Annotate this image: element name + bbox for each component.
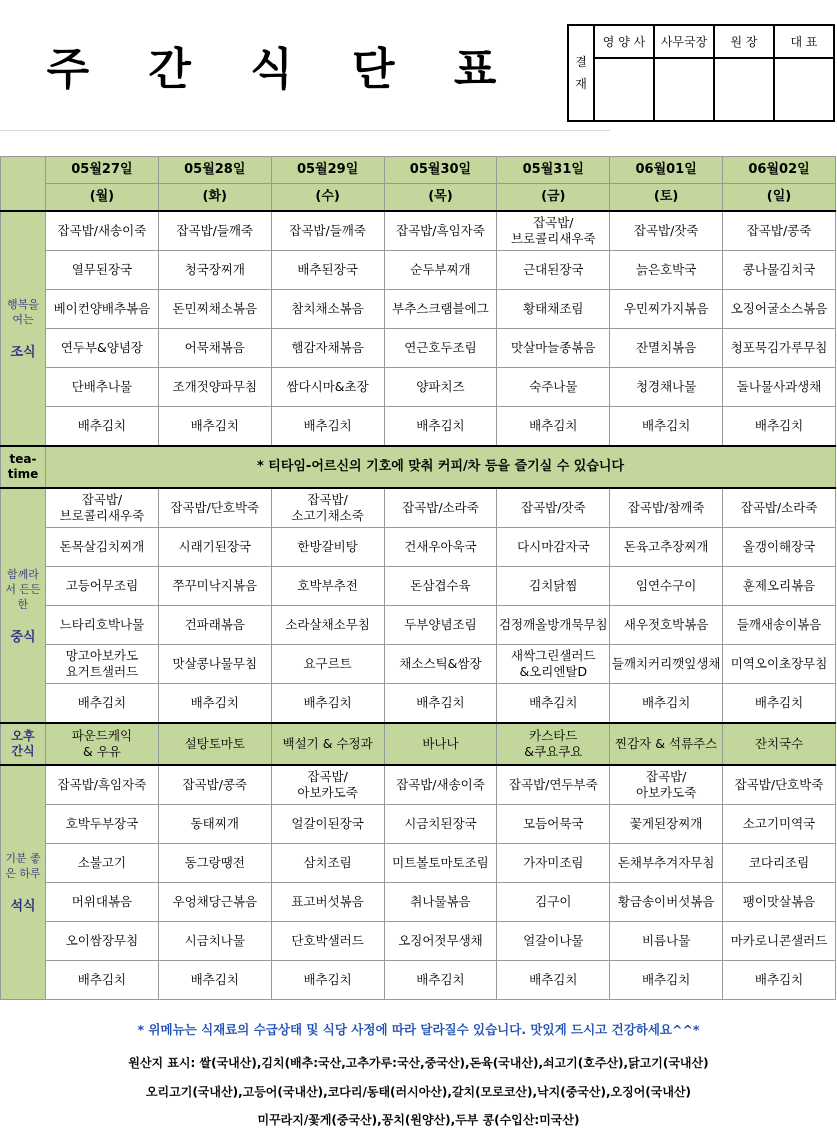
dinner-menu-item: 배추김치 [723, 961, 836, 1000]
snack-item: 백설기 & 수정과 [271, 723, 384, 765]
breakfast-menu-item: 베이컨양배추볶음 [46, 290, 159, 329]
lunch-menu-item: 잡곡밥/소라죽 [723, 488, 836, 528]
breakfast-menu-item: 배추김치 [497, 407, 610, 447]
approval-role: 대 표 [774, 25, 834, 58]
dinner-menu-item: 오징어젓무생채 [384, 922, 497, 961]
breakfast-menu-item: 배추김치 [158, 407, 271, 447]
lunch-menu-item: 한방갈비탕 [271, 528, 384, 567]
lunch-menu-item: 건파래볶음 [158, 606, 271, 645]
breakfast-menu-item: 열무된장국 [46, 251, 159, 290]
dinner-menu-item: 얼갈이나물 [497, 922, 610, 961]
breakfast-menu-item: 숙주나물 [497, 368, 610, 407]
breakfast-menu-item: 맛살마늘종볶음 [497, 329, 610, 368]
dinner-menu-item: 김구이 [497, 883, 610, 922]
approval-side-label: 결 재 [568, 25, 594, 121]
approval-role: 영 양 사 [594, 25, 654, 58]
breakfast-label-cell [1, 211, 46, 446]
day-date: 05월27일 [46, 157, 159, 184]
blank-spacer-row [0, 130, 610, 157]
dinner-menu-item: 소불고기 [46, 844, 159, 883]
breakfast-menu-item: 황태채조림 [497, 290, 610, 329]
dinner-menu-item: 배추김치 [46, 961, 159, 1000]
dinner-menu-item: 미트볼토마토조림 [384, 844, 497, 883]
lunch-menu-item: 시래기된장국 [158, 528, 271, 567]
breakfast-menu-item: 잔멸치볶음 [610, 329, 723, 368]
breakfast-menu-item: 청국장찌개 [158, 251, 271, 290]
breakfast-menu-item: 돈민찌채소볶음 [158, 290, 271, 329]
lunch-menu-item: 맛살콩나물무침 [158, 645, 271, 684]
breakfast-menu-item: 어묵채볶음 [158, 329, 271, 368]
snack-item: 카스타드 &쿠요쿠요 [497, 723, 610, 765]
menu-change-notice: * 위메뉴는 식재료의 수급상태 및 식당 사정에 따라 달라질수 있습니다. 맛있게 드시고 건강하세요^^* [137, 1022, 700, 1037]
lunch-menu-item: 배추김치 [497, 684, 610, 724]
page-title: 주 간 식 단 표 [46, 44, 519, 95]
dinner-menu-item: 돈채부추겨자무침 [610, 844, 723, 883]
lunch-menu-item: 들깨치커리깻잎생채 [610, 645, 723, 684]
day-date: 05월29일 [271, 157, 384, 184]
lunch-menu-item: 김치닭찜 [497, 567, 610, 606]
lunch-menu-item: 새싹그린샐러드 &오리엔탈D [497, 645, 610, 684]
lunch-menu-item: 망고아보카도 요거트샐러드 [46, 645, 159, 684]
dinner-menu-item: 단호박샐러드 [271, 922, 384, 961]
breakfast-menu-item: 잡곡밥/들깨죽 [158, 211, 271, 251]
snack-label: 오후 간식 [1, 723, 46, 765]
dinner-menu-item: 코다리조림 [723, 844, 836, 883]
lunch-menu-item: 돈육고추장찌개 [610, 528, 723, 567]
breakfast-menu-item: 잡곡밥/들깨죽 [271, 211, 384, 251]
dinner-menu-item: 배추김치 [158, 961, 271, 1000]
lunch-menu-item: 다시마감자국 [497, 528, 610, 567]
snack-item: 찐감자 & 석류주스 [610, 723, 723, 765]
dinner-menu-item: 배추김치 [497, 961, 610, 1000]
lunch-menu-item: 요구르트 [271, 645, 384, 684]
day-date: 05월31일 [497, 157, 610, 184]
lunch-menu-item: 배추김치 [158, 684, 271, 724]
day-of-week: (수) [271, 184, 384, 212]
dinner-menu-item: 마카로니콘샐러드 [723, 922, 836, 961]
dinner-menu-item: 잡곡밥/연두부죽 [497, 765, 610, 805]
signature-box[interactable] [714, 58, 774, 121]
lunch-menu-item: 건새우아욱국 [384, 528, 497, 567]
dinner-menu-item: 잡곡밥/흑임자죽 [46, 765, 159, 805]
lunch-menu-item: 두부양념조림 [384, 606, 497, 645]
breakfast-menu-item: 잡곡밥/ 브로콜리새우죽 [497, 211, 610, 251]
lunch-menu-item: 잡곡밥/ 소고기채소죽 [271, 488, 384, 528]
breakfast-label: 조식 [10, 345, 36, 360]
dinner-menu-item: 표고버섯볶음 [271, 883, 384, 922]
lunch-label: 중식 [10, 629, 36, 645]
dinner-menu-item: 동그랑땡전 [158, 844, 271, 883]
breakfast-menu-item: 배추김치 [723, 407, 836, 447]
breakfast-menu-item: 늙은호박국 [610, 251, 723, 290]
lunch-menu-item: 돈목살김치찌개 [46, 528, 159, 567]
lunch-menu-item: 잡곡밥/ 브로콜리새우죽 [46, 488, 159, 528]
day-of-week: (화) [158, 184, 271, 212]
dinner-menu-item: 배추김치 [271, 961, 384, 1000]
day-of-week: (월) [46, 184, 159, 212]
dinner-menu-item: 배추김치 [384, 961, 497, 1000]
snack-item: 파운드케익 & 우유 [46, 723, 159, 765]
breakfast-menu-item: 연두부&양념장 [46, 329, 159, 368]
lunch-menu-item: 미역오이초장무침 [723, 645, 836, 684]
breakfast-menu-item: 배추김치 [610, 407, 723, 447]
lunch-menu-item: 올갱이해장국 [723, 528, 836, 567]
lunch-menu-item: 배추김치 [610, 684, 723, 724]
header-corner [1, 157, 46, 212]
breakfast-menu-item: 오징어굴소스볶음 [723, 290, 836, 329]
lunch-menu-item: 검정깨올방개묵무침 [497, 606, 610, 645]
dinner-menu-item: 잡곡밥/콩죽 [158, 765, 271, 805]
breakfast-menu-item: 단배추나물 [46, 368, 159, 407]
lunch-menu-item: 잡곡밥/단호박죽 [158, 488, 271, 528]
breakfast-menu-item: 배추김치 [384, 407, 497, 447]
dinner-menu-item: 우엉채당근볶음 [158, 883, 271, 922]
breakfast-menu-item: 배추김치 [46, 407, 159, 447]
lunch-menu-item: 소라살채소무침 [271, 606, 384, 645]
dinner-menu-item: 시금치나물 [158, 922, 271, 961]
signature-box[interactable] [774, 58, 834, 121]
dinner-menu-item: 잡곡밥/ 아보카도죽 [271, 765, 384, 805]
day-date: 05월28일 [158, 157, 271, 184]
lunch-menu-item: 배추김치 [384, 684, 497, 724]
weekly-menu-table [0, 156, 836, 1000]
snack-item: 바나나 [384, 723, 497, 765]
approval-role: 사무국장 [654, 25, 714, 58]
signature-box[interactable] [594, 58, 654, 121]
lunch-menu-item: 배추김치 [46, 684, 159, 724]
lunch-menu-item: 잡곡밥/소라죽 [384, 488, 497, 528]
lunch-slogan: 함께라서 든든한 [5, 567, 41, 611]
lunch-menu-item: 느타리호박나물 [46, 606, 159, 645]
day-date: 05월30일 [384, 157, 497, 184]
dinner-label-cell [1, 765, 46, 1000]
teatime-label: tea- time [1, 446, 46, 488]
breakfast-menu-item: 근대된장국 [497, 251, 610, 290]
day-date: 06월01일 [610, 157, 723, 184]
dinner-menu-item: 취나물볶음 [384, 883, 497, 922]
breakfast-menu-item: 연근호두조림 [384, 329, 497, 368]
breakfast-menu-item: 배추김치 [271, 407, 384, 447]
lunch-menu-item: 새우젓호박볶음 [610, 606, 723, 645]
dinner-menu-item: 오이쌈장무침 [46, 922, 159, 961]
lunch-menu-item: 잡곡밥/잣죽 [497, 488, 610, 528]
breakfast-menu-item: 콩나물김치국 [723, 251, 836, 290]
lunch-menu-item: 들깨새송이볶음 [723, 606, 836, 645]
lunch-menu-item: 돈삼겹수육 [384, 567, 497, 606]
dinner-menu-item: 호박두부장국 [46, 805, 159, 844]
day-of-week: (토) [610, 184, 723, 212]
dinner-menu-item: 시금치된장국 [384, 805, 497, 844]
breakfast-menu-item: 청포묵김가루무침 [723, 329, 836, 368]
lunch-menu-item: 호박부추전 [271, 567, 384, 606]
breakfast-menu-item: 잡곡밥/잣죽 [610, 211, 723, 251]
breakfast-menu-item: 순두부찌개 [384, 251, 497, 290]
day-date: 06월02일 [723, 157, 836, 184]
origin-line: 미꾸라지/꽃게(중국산),꽁치(원양산),두부 콩(수입산:미국산) [257, 1113, 580, 1127]
lunch-menu-item: 쭈꾸미낙지볶음 [158, 567, 271, 606]
dinner-slogan: 기분 좋은 하루 [5, 852, 41, 880]
breakfast-menu-item: 참치채소볶음 [271, 290, 384, 329]
lunch-label-cell [1, 488, 46, 723]
breakfast-menu-item: 쌈다시마&초장 [271, 368, 384, 407]
breakfast-menu-item: 잡곡밥/새송이죽 [46, 211, 159, 251]
breakfast-menu-item: 잡곡밥/콩죽 [723, 211, 836, 251]
lunch-menu-item: 배추김치 [723, 684, 836, 724]
signature-box[interactable] [654, 58, 714, 121]
day-of-week: (금) [497, 184, 610, 212]
dinner-menu-item: 잡곡밥/단호박죽 [723, 765, 836, 805]
dinner-menu-item: 황금송이버섯볶음 [610, 883, 723, 922]
breakfast-menu-item: 배추된장국 [271, 251, 384, 290]
dinner-menu-item: 가자미조림 [497, 844, 610, 883]
approval-role: 원 장 [714, 25, 774, 58]
dinner-menu-item: 잡곡밥/새송이죽 [384, 765, 497, 805]
dinner-menu-item: 꽃게된장찌개 [610, 805, 723, 844]
breakfast-menu-item: 우민찌가지볶음 [610, 290, 723, 329]
dinner-label: 석식 [10, 899, 36, 914]
snack-item: 잔치국수 [723, 723, 836, 765]
snack-item: 설탕토마토 [158, 723, 271, 765]
lunch-menu-item: 배추김치 [271, 684, 384, 724]
day-of-week: (일) [723, 184, 836, 212]
breakfast-slogan: 행복을 여는 [7, 298, 39, 326]
breakfast-menu-item: 조개젓양파무침 [158, 368, 271, 407]
lunch-menu-item: 잡곡밥/참깨죽 [610, 488, 723, 528]
origin-line: 원산지 표시: 쌀(국내산),김치(배추:국산,고추가루:국산,중국산),돈육(국내산),쇠고기(호주산),닭고기(국내산) [128, 1056, 709, 1070]
dinner-menu-item: 잡곡밥/ 아보카도죽 [610, 765, 723, 805]
dinner-menu-item: 배추김치 [610, 961, 723, 1000]
dinner-menu-item: 모듬어묵국 [497, 805, 610, 844]
approval-box [567, 24, 835, 122]
dinner-menu-item: 동태찌개 [158, 805, 271, 844]
teatime-message: * 티타임-어르신의 기호에 맞춰 커피/차 등을 즐기실 수 있습니다 [46, 446, 836, 488]
dinner-menu-item: 비름나물 [610, 922, 723, 961]
lunch-menu-item: 임연수구이 [610, 567, 723, 606]
dinner-menu-item: 삼치조림 [271, 844, 384, 883]
dinner-menu-item: 팽이맛살볶음 [723, 883, 836, 922]
breakfast-menu-item: 청경채나물 [610, 368, 723, 407]
breakfast-menu-item: 잡곡밥/흑임자죽 [384, 211, 497, 251]
dinner-menu-item: 얼갈이된장국 [271, 805, 384, 844]
breakfast-menu-item: 양파치즈 [384, 368, 497, 407]
dinner-menu-item: 머위대볶음 [46, 883, 159, 922]
lunch-menu-item: 고등어무조림 [46, 567, 159, 606]
day-of-week: (목) [384, 184, 497, 212]
breakfast-menu-item: 돌나물사과생채 [723, 368, 836, 407]
dinner-menu-item: 소고기미역국 [723, 805, 836, 844]
lunch-menu-item: 훈제오리볶음 [723, 567, 836, 606]
breakfast-menu-item: 햄감자채볶음 [271, 329, 384, 368]
origin-line: 오리고기(국내산),고등어(국내산),코다리/동태(러시아산),갈치(모로코산),낙지(중국산),오징어(국내산) [145, 1085, 692, 1099]
breakfast-menu-item: 부추스크램블에그 [384, 290, 497, 329]
lunch-menu-item: 채소스틱&쌈장 [384, 645, 497, 684]
